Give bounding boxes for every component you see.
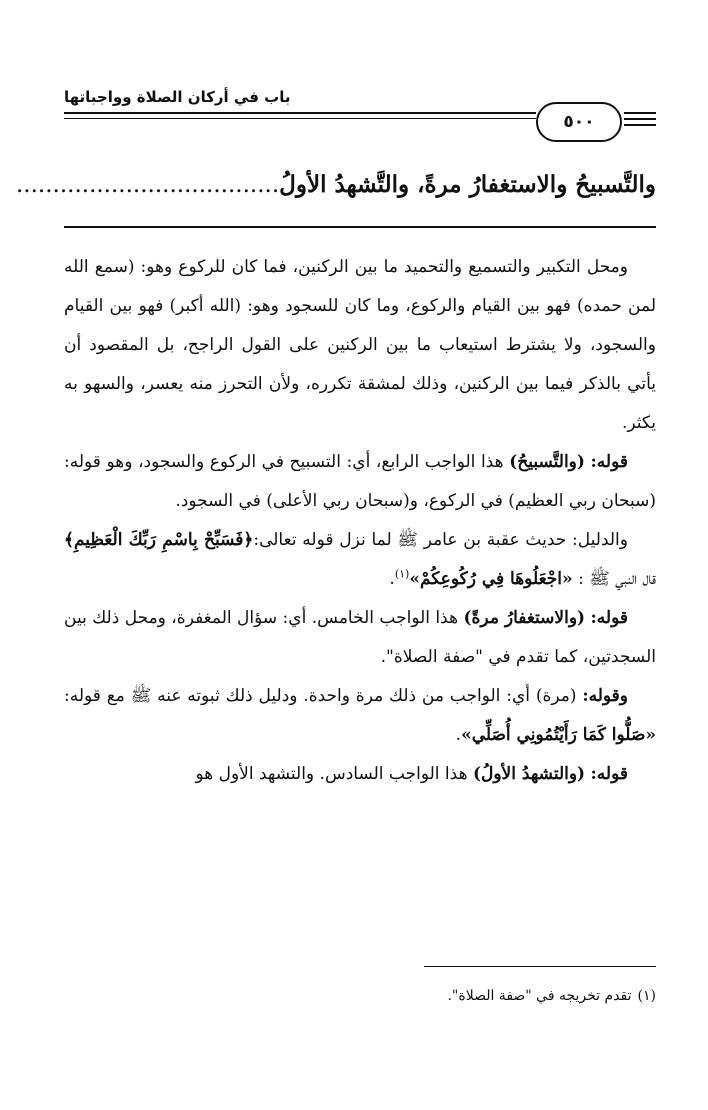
running-title: باب في أركان الصلاة وواجباتها [64,88,291,106]
qawluhu-label: قوله: [590,608,629,628]
hadith-quote: «اجْعَلُوهَا فِي رُكُوعِكُمْ» [409,569,573,589]
header-rule-right [624,112,656,114]
matn-rule [64,226,656,228]
paragraph-5-text: (مرة) أي: الواجب من ذلك مرة واحدة. ودليل ذلك ثبوته عنه ﷺ مع قوله: [64,686,577,706]
qawluhu-label: قوله: [590,452,628,472]
paragraph-5: وقوله: (مرة) أي: الواجب من ذلك مرة واحدة. ودليل ذلك ثبوته عنه ﷺ مع قوله: «صَلُّوا كَمَا رَأَيْتُمُونِي أُصَلِّي». [64,686,656,745]
footnote-text: تقدم تخريجه في "صفة الصلاة". [447,988,632,1004]
footnote-ref: (١) [394,567,410,581]
hadith-quote: «صَلُّوا كَمَا رَأَيْتُمُونِي أُصَلِّي» [461,725,656,745]
matn-text: والتَّسبيحُ والاستغفارُ مرةً، والتَّشهدُ الأولُ [279,171,656,198]
paragraph-3: والدليل: حديث عقبة بن عامر ﷺ لما نزل قوله تعالى:﴿فَسَبِّحْ بِاسْمِ رَبِّكَ الْعَظِيمِ﴾ قال النبي ﷺ : «اجْعَلُوهَا فِي رُكُوعِكُمْ»$^{(١)}$. [64,530,656,589]
paragraph-2-text: هذا الواجب الرابع، أي: التسبيح في الركوع والسجود، وهو قوله: (سبحان ربي العظيم) في الركوع، و(سبحان ربي الأعلى) في السجود. [64,452,656,511]
qawluhu-label: وقوله: [582,686,628,706]
header-rule-thin [64,118,536,119]
paragraph-3-mid: قال النبي ﷺ : [578,569,656,589]
matn-quote: (والتشهدُ الأولُ) [472,764,586,784]
body-text [64,248,656,794]
paragraph-6 [64,755,656,794]
footnote-number: (١) [637,988,656,1004]
paragraph-4-text: هذا الواجب الخامس. أي: سؤال المغفرة، ومحل ذلك بين السجدتين، كما تقدم في "صفة الصلاة". [64,608,656,667]
paragraph-1: ومحل التكبير والتسميع والتحميد ما بين الركنين، فما كان للركوع وهو: (سمع الله لمن حمده) فهو بين القيام والركوع، وما كان للسجود وهو: (الله أكبر) فهو بين القيام والسجود، ولا يشترط استيعاب ما بين الركنين على القول الراجح، بل المقصود أن يأتي بالذكر فيما بين الركنين، وذلك لمشقة تكرره، ولأن التحرز منه يعسر، والسهو به يكثر. [64,257,656,433]
qawluhu-label: قوله: [590,764,628,784]
paragraph-2 [64,443,656,521]
matn-quote: (والاستغفارُ مرةً) [463,608,586,628]
footnote-rule [424,966,656,967]
matn-dots: .................................... [15,172,280,198]
header-rule-right [624,118,656,120]
quran-verse: ﴿فَسَبِّحْ بِاسْمِ رَبِّكَ الْعَظِيمِ﴾ [64,530,254,550]
header-rule [64,112,536,114]
matn-quote: (والتَّسبيحُ) [509,452,585,472]
header-rule-right [624,124,656,126]
page-number: ٥٠٠ [536,102,622,142]
matn-line [15,160,656,210]
paragraph-3-start: والدليل: حديث عقبة بن عامر ﷺ لما نزل قوله تعالى: [253,530,628,550]
paragraph-4 [64,599,656,677]
paragraph-6-text: هذا الواجب السادس. والتشهد الأول هو [195,764,468,784]
footnote [64,984,656,1008]
